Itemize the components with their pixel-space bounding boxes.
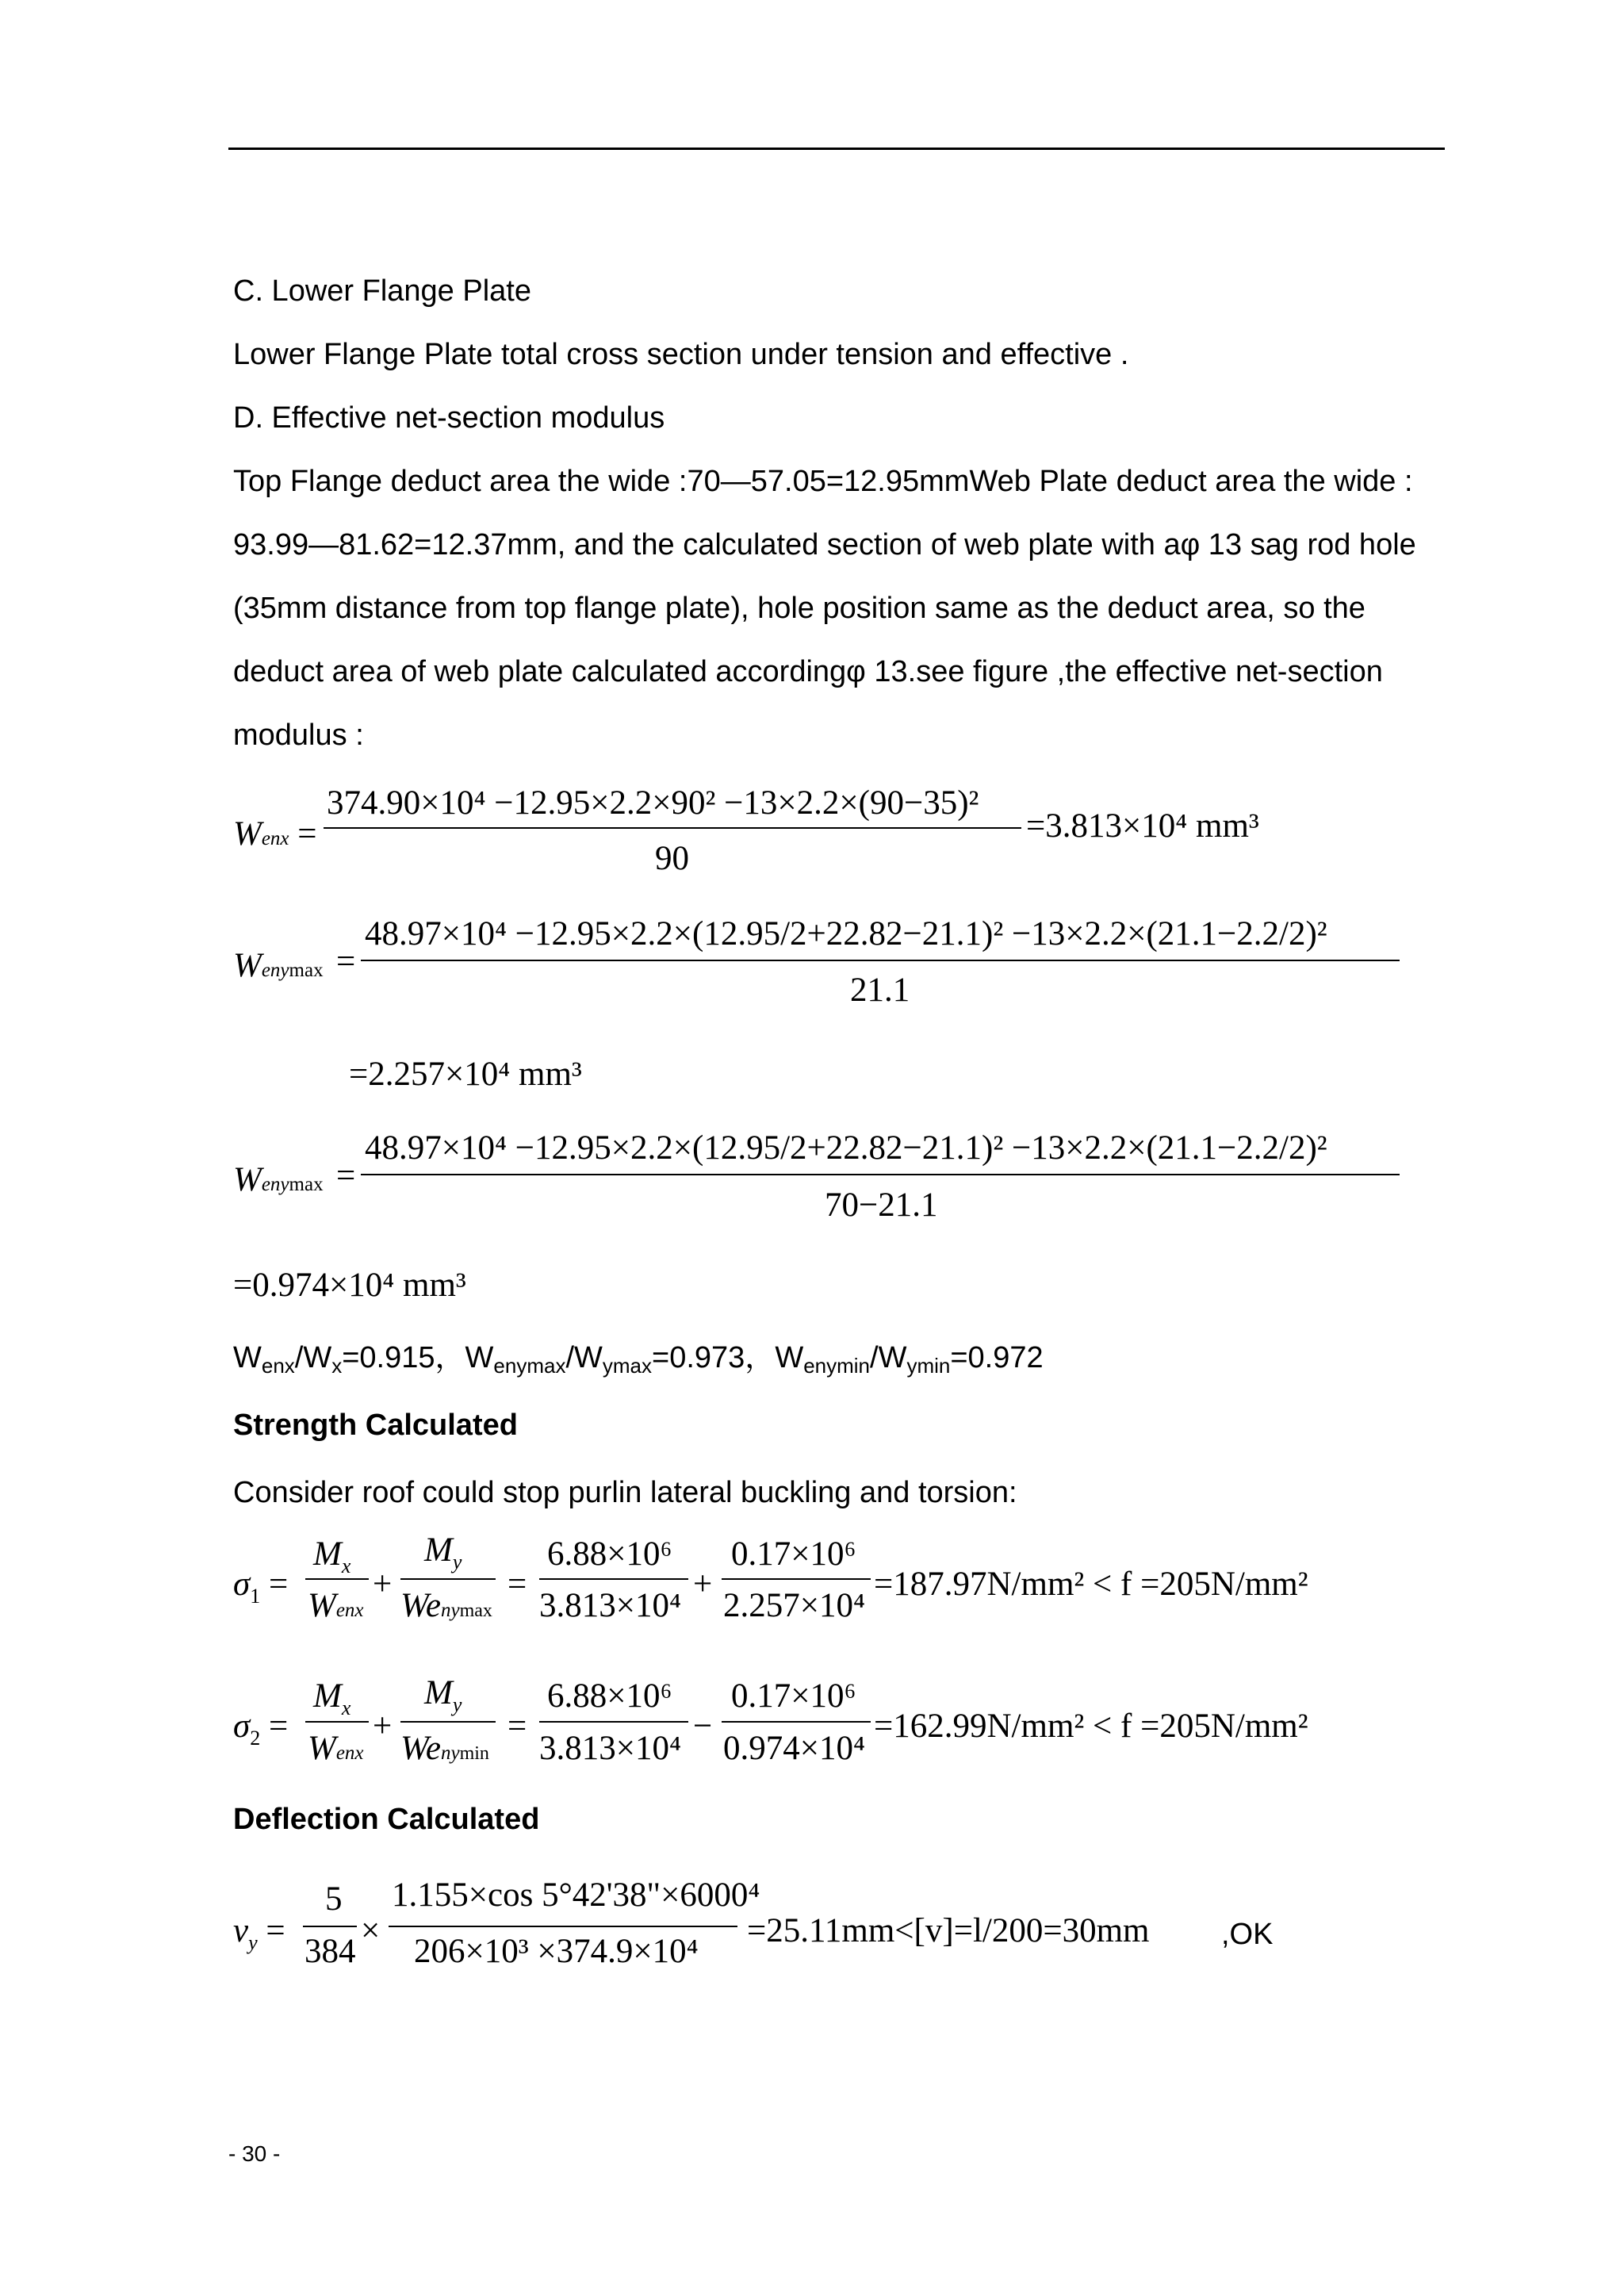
section-c-heading: C. Lower Flange Plate (233, 274, 531, 308)
sigma1-equals-1: = (508, 1566, 527, 1603)
sigma1-result: =187.97N/mm² < f =205N/mm² (874, 1566, 1308, 1603)
section-d-line-5: modulus : (233, 719, 364, 752)
sigma2-equals-1: = (508, 1708, 527, 1745)
sigma1-wenx: Wenx (308, 1587, 364, 1624)
sigma2-weny: Wenymin (400, 1730, 489, 1767)
deflection-bar-2 (389, 1926, 737, 1927)
deflection-coef-den: 384 (304, 1933, 356, 1970)
wenymin-symbol: Wenymax (233, 1161, 324, 1198)
deflection-times: × (361, 1912, 381, 1949)
section-modulus-ratios: $W_{enx}/W_x=0.915$，$W_{enymax}/W_{ymax}=0.973$，$W_{enymin}/W_{ymin}=0.972$ (233, 1341, 1044, 1378)
sigma2-plus-1: + (373, 1708, 393, 1745)
wenymax-symbol: Wenymax (233, 947, 324, 984)
section-d-line-1: Top Flange deduct area the wide :70—57.05=12.95mmWeb Plate deduct area the wide : (233, 465, 1413, 498)
wenymin-equals: = (336, 1157, 356, 1194)
wenymin-denominator: 70−21.1 (825, 1186, 938, 1224)
wenymin-numerator: 48.97×10⁴ −12.95×2.2×(12.95/2+22.82−21.1)² −13×2.2×(21.1−2.2/2)² (365, 1129, 1327, 1167)
sigma1-mx: $M_x$ (313, 1535, 351, 1577)
wenx-symbol: Wenx = (233, 815, 317, 853)
sigma2-d1: 3.813×10⁴ (539, 1730, 681, 1767)
sigma2-bar-2 (400, 1721, 496, 1723)
deflection-den: 206×10³ ×374.9×10⁴ (414, 1933, 699, 1970)
sigma2-mx: $M_x$ (313, 1677, 351, 1719)
section-d-line-3: (35mm distance from top flange plate), hole position same as the deduct area, so the (233, 592, 1365, 625)
deflection-bar-1 (303, 1926, 357, 1927)
sigma1-bar-3 (539, 1578, 688, 1580)
sigma1-bar-4 (722, 1578, 871, 1580)
sigma2-wenx: Wenx (308, 1730, 364, 1767)
strength-body: Consider roof could stop purlin lateral buckling and torsion: (233, 1476, 1017, 1509)
section-d-line-2: 93.99—81.62=12.37mm, and the calculated section of web plate with aφ 13 sag rod hole (233, 528, 1416, 562)
wenymax-denominator: 21.1 (850, 972, 910, 1009)
wenymax-fraction-bar (361, 960, 1400, 961)
sigma2-n1: 6.88×10⁶ (547, 1677, 672, 1715)
sigma1-d2: 2.257×10⁴ (723, 1587, 865, 1624)
sigma1-weny: Wenymax (400, 1587, 492, 1624)
deflection-result: =25.11mm<[v]=l/200=30mm (747, 1912, 1150, 1949)
page-number: - 30 - (228, 2141, 281, 2166)
deflection-symbol: $v_y$ = (233, 1912, 285, 1954)
wenymin-result: =0.974×10⁴ mm³ (233, 1267, 466, 1304)
sigma2-bar-3 (539, 1721, 688, 1723)
sigma1-n2: 0.17×10⁶ (731, 1535, 856, 1573)
section-d-line-4: deduct area of web plate calculated accordingφ 13.see figure ,the effective net-section (233, 655, 1383, 688)
wenymin-fraction-bar (361, 1174, 1400, 1175)
wenymax-numerator: 48.97×10⁴ −12.95×2.2×(12.95/2+22.82−21.1)² −13×2.2×(21.1−2.2/2)² (365, 915, 1327, 953)
deflection-ok: ,OK (1221, 1918, 1274, 1951)
sigma2-n2: 0.17×10⁶ (731, 1677, 856, 1715)
sigma1-bar-1 (305, 1578, 369, 1580)
sigma1-plus-1: + (373, 1566, 393, 1603)
sigma1-d1: 3.813×10⁴ (539, 1587, 681, 1624)
wenymax-result: =2.257×10⁴ mm³ (349, 1056, 582, 1093)
sigma2-result: =162.99N/mm² < f =205N/mm² (874, 1708, 1308, 1745)
wenx-numerator: 374.90×10⁴ −12.95×2.2×90² −13×2.2×(90−35)² (327, 784, 979, 822)
sigma2-my: $M_y$ (424, 1674, 462, 1716)
wenx-denominator: 90 (655, 840, 689, 877)
wenx-fraction-bar (324, 827, 1021, 829)
sigma2-d2: 0.974×10⁴ (723, 1730, 865, 1767)
sigma2-minus: − (693, 1708, 713, 1745)
deflection-coef-num: 5 (325, 1880, 343, 1918)
header-rule (228, 148, 1445, 150)
strength-heading: Strength Calculated (233, 1409, 518, 1442)
sigma1-bar-2 (400, 1578, 496, 1580)
sigma2-symbol: $\sigma_2$ = (233, 1708, 289, 1750)
wenx-result: =3.813×10⁴ mm³ (1026, 807, 1259, 845)
sigma2-bar-1 (305, 1721, 369, 1723)
deflection-heading: Deflection Calculated (233, 1803, 540, 1836)
wenymax-equals: = (336, 943, 356, 980)
deflection-num: 1.155×cos 5°42'38"×6000⁴ (392, 1876, 760, 1914)
sigma1-symbol: $\sigma_1$ = (233, 1566, 289, 1608)
sigma1-my: $M_y$ (424, 1531, 462, 1573)
sigma1-n1: 6.88×10⁶ (547, 1535, 672, 1573)
section-d-heading: D. Effective net-section modulus (233, 401, 665, 435)
section-c-body: Lower Flange Plate total cross section under tension and effective . (233, 338, 1129, 371)
sigma2-bar-4 (722, 1721, 871, 1723)
sigma1-plus-2: + (693, 1566, 713, 1603)
